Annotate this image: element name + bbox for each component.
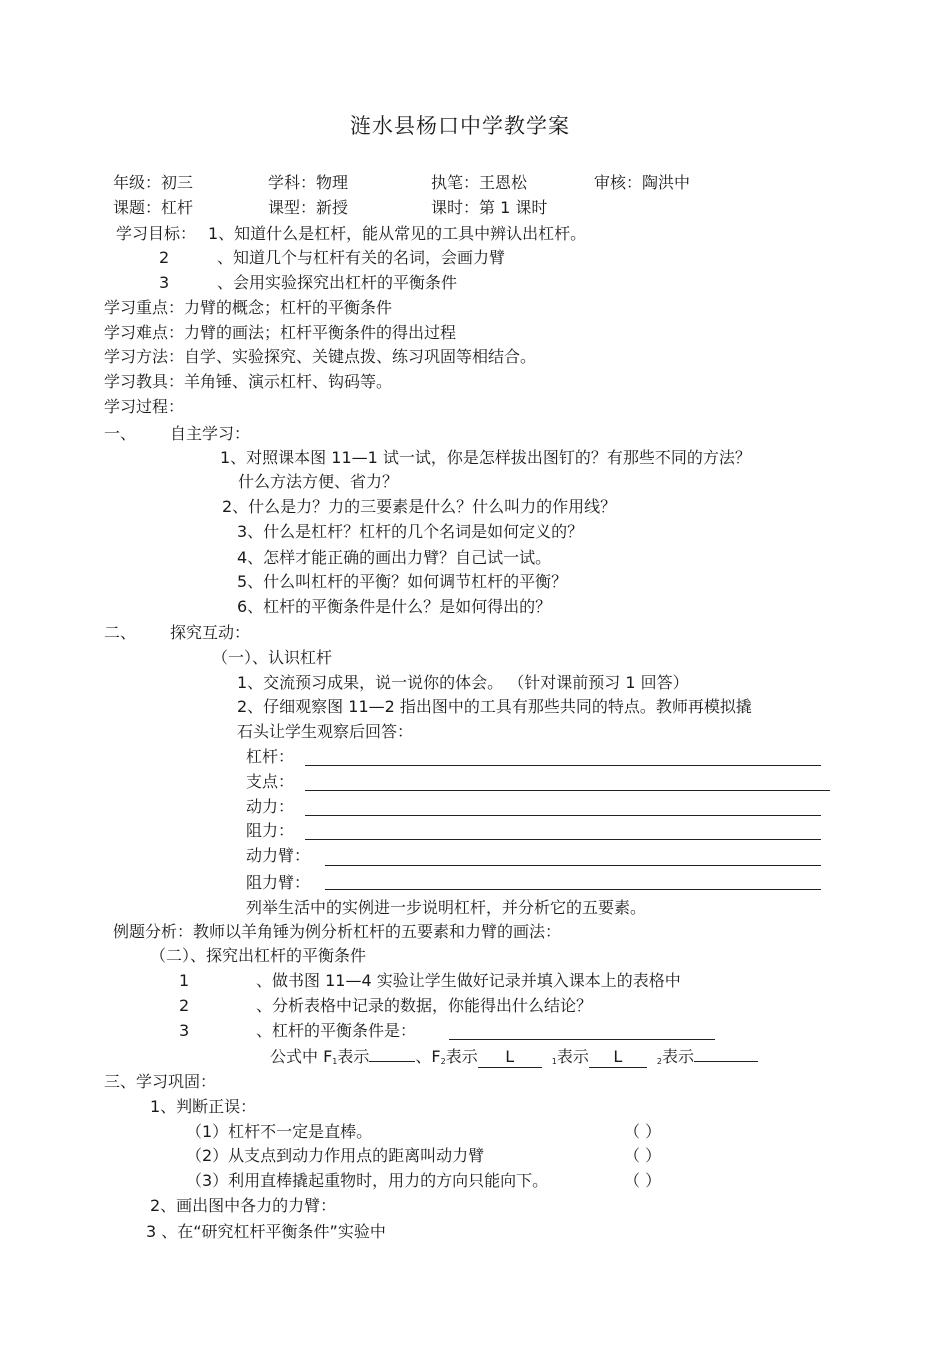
- f1-subscript: 1: [332, 1057, 338, 1066]
- effort-arm-label: 动力臂：: [246, 846, 311, 865]
- subject-text: 学科：物理: [268, 173, 349, 192]
- judge-item-2: （2）从支点到动力作用点的距离叫动力臂: [186, 1146, 485, 1165]
- author-text: 执笔：王恩松: [431, 173, 528, 192]
- judge-heading: 1、判断正误：: [150, 1097, 257, 1116]
- f2-prefix: 、F: [415, 1047, 441, 1066]
- l2-blank: [694, 1047, 758, 1062]
- experiment-task: 3 、在“研究杠杆平衡条件”实验中: [146, 1222, 386, 1241]
- part2-item-1-number: 1: [179, 971, 190, 990]
- f1-blank: [369, 1047, 415, 1062]
- resistance-arm-label: 阻力臂：: [246, 873, 311, 892]
- formula-prefix: 公式中 F: [270, 1047, 333, 1066]
- part2-item-3-number: 3: [179, 1021, 190, 1040]
- f2-subscript: 2: [440, 1057, 446, 1066]
- process-heading: 学习过程：: [104, 397, 185, 416]
- question-1a: 1、对照课本图 11—1 试一试，你是怎样拔出图钉的？有那些不同的方法？: [220, 448, 751, 467]
- method: 学习方法：自学、实验探究、关键点拨、练习巩固等相结合。: [104, 347, 537, 366]
- question-5: 5、什么叫杠杆的平衡？如何调节杠杆的平衡？: [237, 572, 568, 591]
- effort-label: 动力：: [246, 797, 295, 816]
- part1-item-1: 1、交流预习成果，说一说你的体会。 （针对课前预习 1 回答）: [237, 673, 689, 692]
- goal-3-number: 3: [159, 273, 170, 292]
- f2-blank: [478, 1047, 542, 1068]
- judge-item-1-answer: （ ）: [624, 1122, 662, 1141]
- grade-text: 年级：初三: [113, 173, 194, 192]
- question-6: 6、杠杆的平衡条件是什么？是如何得出的？: [237, 597, 552, 616]
- l2-text: 表示: [661, 1047, 694, 1066]
- part2-item-1: 、做书图 11—4 实验让学生做好记录并填入课本上的表格中: [256, 971, 681, 990]
- part1-item-2a: 2、仔细观察图 11—2 指出图中的工具有那些共同的特点。教师再模拟撬: [237, 697, 752, 716]
- part2-item-2-number: 2: [179, 996, 190, 1015]
- question-2: 2、什么是力？力的三要素是什么？什么叫力的作用线？: [222, 497, 617, 516]
- resistance-arm-answer-line: [325, 889, 821, 890]
- lever-answer-line: [305, 765, 821, 766]
- resistance-label: 阻力：: [246, 821, 295, 840]
- l2-symbol: L: [613, 1047, 623, 1066]
- draw-arms-task: 2、画出图中各力的力臂：: [150, 1196, 337, 1215]
- question-1b: 什么方法方便、省力？: [238, 472, 399, 491]
- l1-blank: [589, 1047, 647, 1068]
- f1-text: 表示: [337, 1047, 370, 1066]
- part2-heading: （二）、探究出杠杆的平衡条件: [150, 946, 367, 965]
- resistance-answer-line: [305, 839, 821, 840]
- fulcrum-answer-line: [305, 790, 830, 791]
- formula-line: [270, 1047, 758, 1072]
- page-title: 涟水县杨口中学教学案: [350, 114, 570, 138]
- type-text: 课型：新授: [268, 198, 349, 217]
- topic-text: 课题：杠杆: [113, 198, 194, 217]
- l1-symbol: L: [505, 1047, 515, 1066]
- judge-item-3: （3）利用直棒撬起重物时，用力的方向只能向下。: [186, 1171, 549, 1190]
- l1-subscript: 1: [551, 1057, 557, 1066]
- section1-number: 一、: [104, 424, 137, 443]
- judge-item-1: （1）杠杆不一定是直棒。: [186, 1122, 373, 1141]
- part1-heading: （一）、认识杠杆: [212, 648, 333, 667]
- fulcrum-label: 支点：: [246, 772, 295, 791]
- part2-item-3: 、杠杆的平衡条件是：: [256, 1021, 417, 1040]
- goals-label: 学习目标：: [116, 224, 197, 243]
- judge-item-2-answer: （ ）: [624, 1146, 662, 1165]
- l2-subscript: 2: [656, 1057, 662, 1066]
- section2-title: 探究互动：: [170, 623, 251, 642]
- f2-text: 表示: [445, 1047, 478, 1066]
- reviewer-text: 审核：陶洪中: [594, 173, 691, 192]
- effort-answer-line: [305, 815, 821, 816]
- period-text: 课时：第 1 课时: [431, 198, 548, 217]
- example-analysis: 例题分析：教师以羊角锤为例分析杠杆的五要素和力臂的画法：: [113, 922, 562, 941]
- goal-2-number: 2: [159, 248, 170, 267]
- tools: 学习教具：羊角锤、演示杠杆、钩码等。: [104, 372, 393, 391]
- goal-1: 1、知道什么是杠杆，能从常见的工具中辨认出杠杆。: [208, 224, 587, 243]
- section2-number: 二、: [104, 623, 137, 642]
- question-3: 3、什么是杠杆？杠杆的几个名词是如何定义的？: [237, 522, 584, 541]
- question-4: 4、怎样才能正确的画出力臂？自己试一试。: [237, 548, 552, 567]
- judge-item-3-answer: （ ）: [624, 1171, 662, 1190]
- section1-title: 自主学习：: [170, 424, 251, 443]
- key-point: 学习重点：力臂的概念；杠杆的平衡条件: [104, 298, 393, 317]
- section3-title: 三、学习巩固：: [104, 1072, 217, 1091]
- part1-item-2b: 石头让学生观察后回答：: [237, 722, 414, 741]
- l1-text: 表示: [556, 1047, 589, 1066]
- examples-text: 列举生活中的实例进一步说明杠杆，并分析它的五要素。: [246, 898, 647, 917]
- difficulty: 学习难点：力臂的画法；杠杆平衡条件的得出过程: [104, 323, 457, 342]
- balance-condition-line: [449, 1039, 715, 1040]
- effort-arm-answer-line: [325, 865, 821, 866]
- goal-2: 、知道几个与杠杆有关的名词，会画力臂: [217, 248, 506, 267]
- part2-item-2: 、分析表格中记录的数据，你能得出什么结论？: [256, 996, 593, 1015]
- goal-3: 、会用实验探究出杠杆的平衡条件: [217, 273, 458, 292]
- lever-label: 杠杆：: [246, 747, 295, 766]
